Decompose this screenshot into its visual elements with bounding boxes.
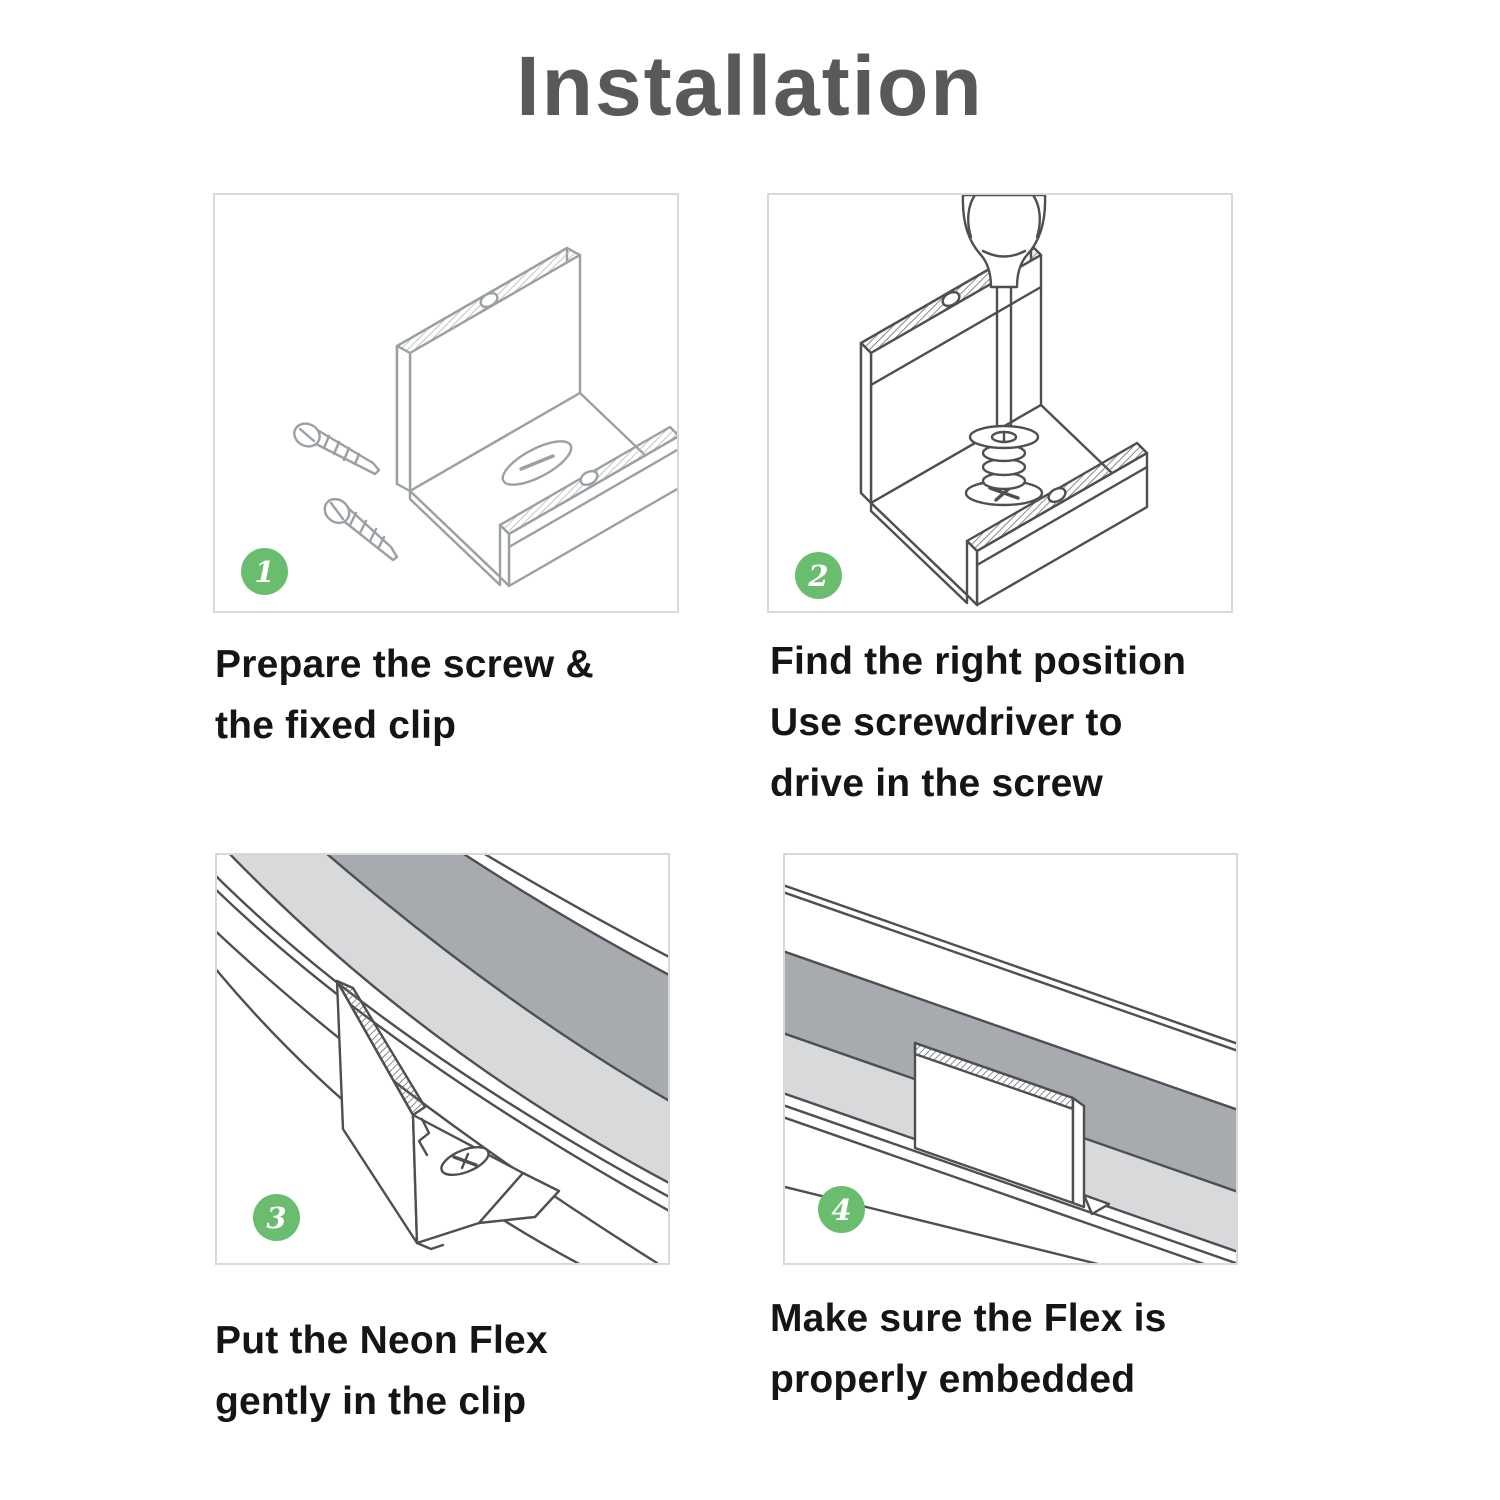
step-number-badge [795,552,842,599]
step-number-badge [241,548,288,595]
caption-line: Put the Neon Flex [215,1319,548,1362]
page-title: Installation [516,39,984,133]
screwdriver-driving-screw-illustration [769,195,1231,611]
step-2-panel [767,193,1233,613]
step-1-panel [213,193,679,613]
caption-line: Make sure the Flex is [770,1297,1167,1340]
caption-line: drive in the screw [770,762,1104,805]
step-number-badge [818,1186,865,1233]
caption-line: gently in the clip [215,1380,527,1423]
step-4-panel [783,853,1238,1265]
step-3-panel [215,853,670,1265]
caption-line: properly embedded [770,1358,1136,1401]
step-2-caption [770,631,1186,814]
caption-line: Find the right position [770,640,1187,683]
caption-line: Use screwdriver to [770,701,1123,744]
step-number: 1 [254,554,275,589]
step-number: 2 [808,558,829,593]
step-number-badge [253,1194,300,1241]
step-number: 3 [266,1200,287,1235]
step-3-caption [215,1310,548,1432]
step-4-caption [770,1288,1167,1410]
step-number: 4 [831,1192,852,1227]
caption-line: Prepare the screw & [215,643,594,686]
caption-line: the fixed clip [215,704,457,747]
clip-and-screws-illustration [215,195,677,611]
step-1-caption [215,634,594,756]
